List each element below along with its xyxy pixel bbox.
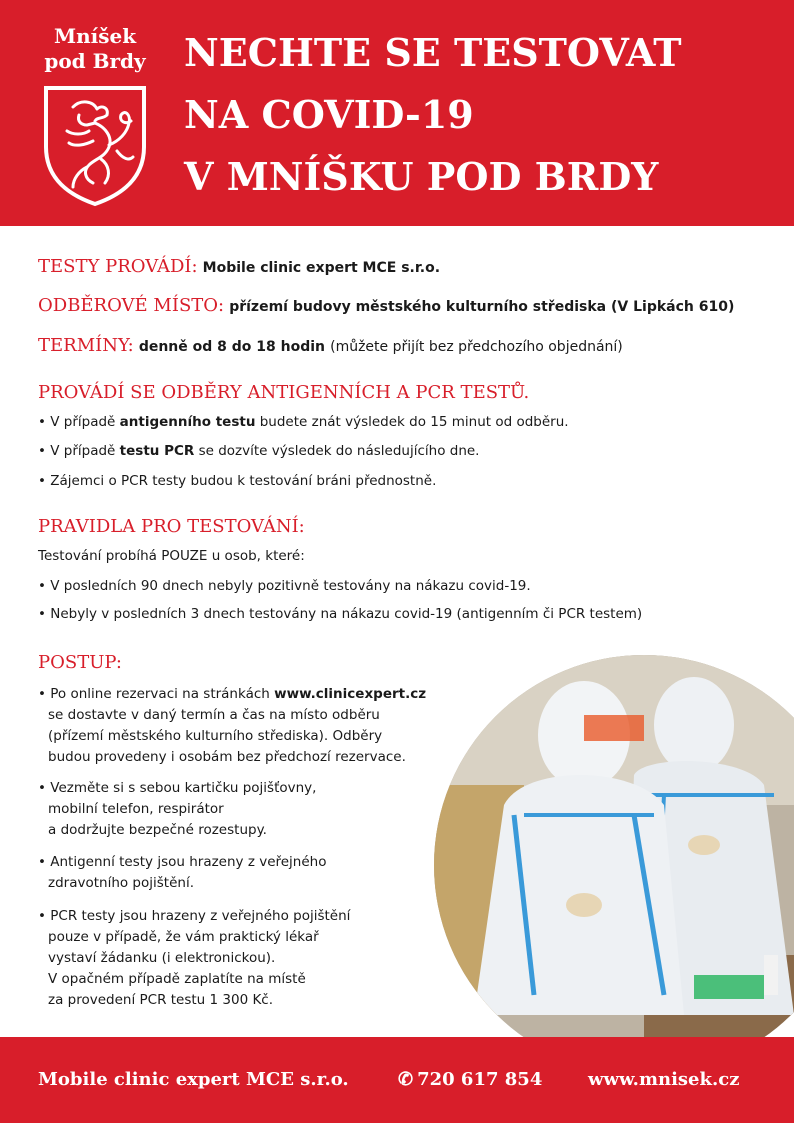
tests-bullet-2-post: se dozvíte výsledek do následujícího dne. <box>194 443 480 459</box>
photo-illustration <box>434 655 794 1075</box>
place-row <box>38 295 734 316</box>
title-line-1: NECHTE SE TESTOVAT <box>184 30 682 75</box>
clinic-website-link: www.clinicexpert.cz <box>274 686 427 702</box>
step-1-line-2: se dostavte v daný termín a čas na místo odběru <box>48 707 380 723</box>
logo-line-1: Mníšek <box>53 24 137 48</box>
tests-bullet-1 <box>38 414 569 430</box>
tests-bullet-3: • Zájemci o PCR testy budou k testování bráni přednostně. <box>38 473 437 489</box>
footer-company: Mobile clinic expert MCE s.r.o. <box>38 1069 349 1090</box>
tests-bullet-1-post: budete znát výsledek do 15 minut od odběru. <box>255 414 569 430</box>
rules-intro: Testování probíhá POUZE u osob, které: <box>38 548 305 564</box>
step-2-line-1: • Vezměte si s sebou kartičku pojišťovny, <box>38 780 317 796</box>
title-line-2: NA COVID-19 <box>184 92 474 137</box>
dates-note: (můžete přijít bez předchozího objednání) <box>330 339 623 355</box>
testing-staff-photo <box>434 655 794 1075</box>
procedure-step-4 <box>38 906 350 1011</box>
footer-website: www.mnisek.cz <box>588 1069 740 1090</box>
phone-icon: ✆ <box>398 1069 414 1090</box>
step-1-line-3: (přízemí městského kulturního střediska). Odběry <box>48 728 383 744</box>
rules-heading: PRAVIDLA PRO TESTOVÁNÍ: <box>38 516 305 537</box>
step-4-line-4: V opačném případě zaplatíte na místě <box>48 971 306 987</box>
provider-value: Mobile clinic expert MCE s.r.o. <box>202 260 441 276</box>
step-1-line-1: • Po online rezervaci na stránkách <box>38 686 275 702</box>
step-1-line-4: budou provedeny i osobám bez předchozí rezervace. <box>48 749 406 765</box>
logo-line-2: pod Brdy <box>44 49 146 73</box>
header-banner <box>0 0 794 226</box>
procedure-step-2 <box>38 778 316 841</box>
step-3-line-2: zdravotního pojištění. <box>48 875 194 891</box>
town-logo-name <box>40 24 150 74</box>
step-3-line-1: • Antigenní testy jsou hrazeny z veřejného <box>38 854 327 870</box>
rules-bullet-1: • V posledních 90 dnech nebyly pozitivně testovány na nákazu covid-19. <box>38 578 531 594</box>
step-4-line-5: za provedení PCR testu 1 300 Kč. <box>48 992 274 1008</box>
footer-phone-number: 720 617 854 <box>417 1069 543 1090</box>
procedure-step-3 <box>38 852 326 894</box>
dates-label: TERMÍNY: <box>38 335 134 356</box>
step-2-line-2: mobilní telefon, respirátor <box>48 801 224 817</box>
step-2-line-3: a dodržujte bezpečné rozestupy. <box>48 822 267 838</box>
provider-row <box>38 256 440 277</box>
tests-bullet-2-bold: testu PCR <box>119 443 195 459</box>
footer-bar <box>0 1037 794 1123</box>
tests-bullet-1-pre: • V případě <box>38 414 120 430</box>
provider-label: TESTY PROVÁDÍ: <box>38 256 198 277</box>
tests-bullet-2 <box>38 443 479 459</box>
tests-heading: PROVÁDÍ SE ODBĚRY ANTIGENNÍCH A PCR TESTŮ. <box>38 382 530 403</box>
rules-bullet-2: • Nebyly v posledních 3 dnech testovány na nákazu covid-19 (antigenním či PCR testem) <box>38 606 643 622</box>
page-title <box>184 22 784 208</box>
place-label: ODBĚROVÉ MÍSTO: <box>38 295 225 316</box>
coat-of-arms-lion-icon <box>43 85 147 207</box>
title-line-3: V MNÍŠKU POD BRDY <box>184 154 659 199</box>
tests-bullet-2-pre: • V případě <box>38 443 120 459</box>
procedure-step-1 <box>38 684 426 768</box>
procedure-heading: POSTUP: <box>38 652 122 673</box>
tests-bullet-1-bold: antigenního testu <box>119 414 256 430</box>
dates-value: denně od 8 do 18 hodin <box>138 339 326 355</box>
step-4-line-3: vystaví žádanku (i elektronickou). <box>48 950 276 966</box>
step-4-line-1: • PCR testy jsou hrazeny z veřejného pojištění <box>38 908 351 924</box>
place-value: přízemí budovy městského kulturního střediska (V Lipkách 610) <box>229 299 735 315</box>
step-4-line-2: pouze v případě, že vám praktický lékař <box>48 929 319 945</box>
footer-phone <box>398 1069 542 1090</box>
dates-row <box>38 335 623 356</box>
